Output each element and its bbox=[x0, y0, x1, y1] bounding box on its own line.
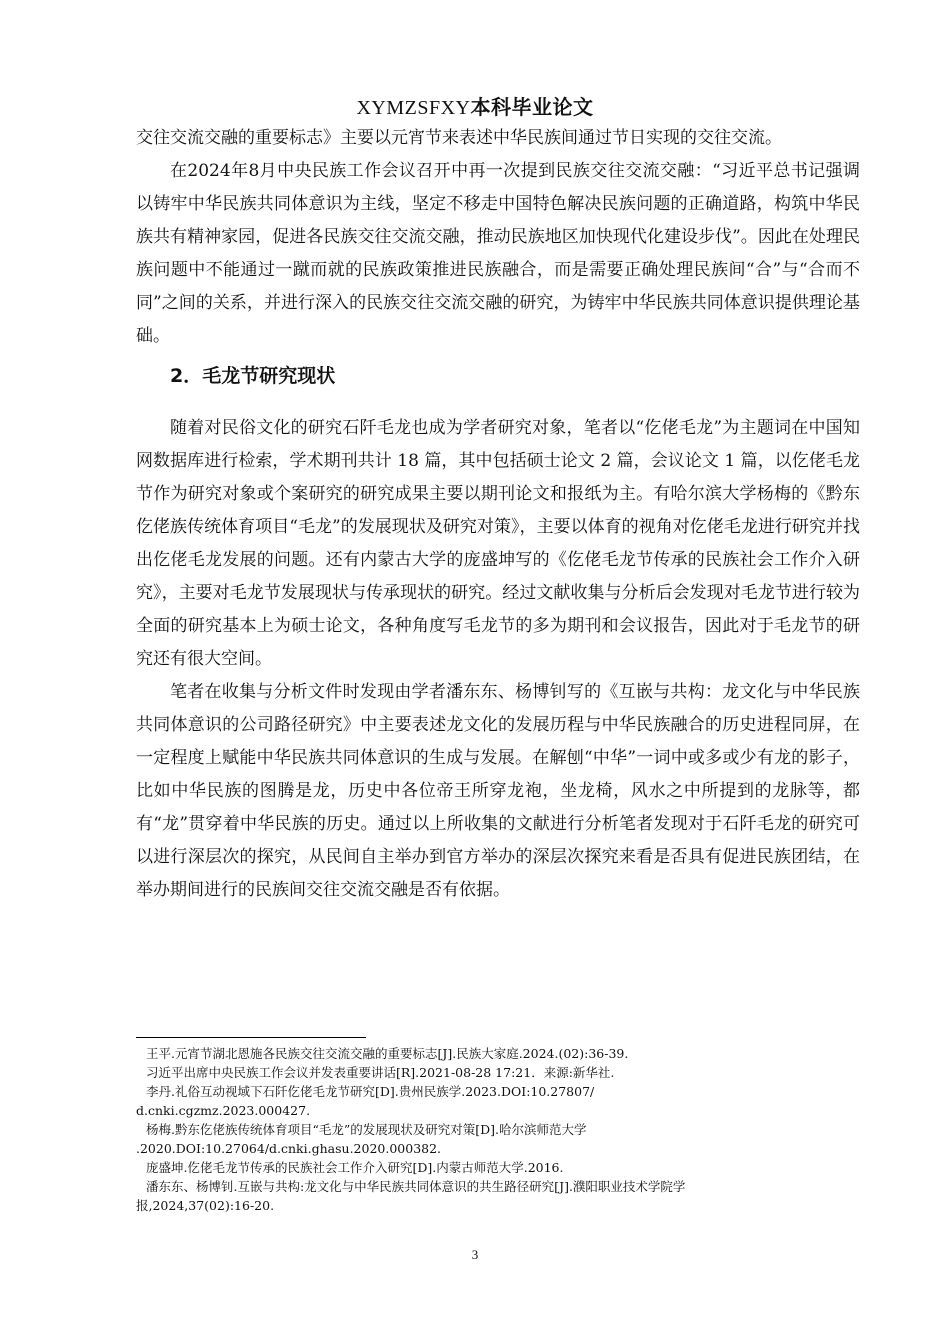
paragraph-continuation: 交往交流交融的重要标志》主要以元宵节来表述中华民族间通过节日实现的交往交流。 bbox=[136, 128, 782, 148]
section-heading: 2．毛龙节研究现状 bbox=[170, 365, 336, 387]
paragraph-dragon-culture: 笔者在收集与分析文件时发现由学者潘东东、杨博钊写的《互嵌与共构：龙文化与中华民族共同体意识的公司路径研究》中主要表述龙文化的发展历程与中华民族融合的历史进程同屏，在一定程度上赋能中华民族共同体意识的生成与发展。在解刨“中华”一词中或多或少有龙的影子，比如中华民族的图腾是龙，历史中各位帝王所穿龙袍，坐龙椅，风水之中所提到的龙脉等，都有“龙”贯穿着中华民族的历史。通过以上所收集的文献进行分析笔者发现对于石阡毛龙的研究可以进行深层次的探究，从民间自主举办到官方举办的深层次探究来看是否具有促进民族团结，在举办期间进行的民族间交往交流交融是否有依据。 bbox=[136, 682, 860, 900]
footnote: 李丹.礼俗互动视域下石阡仡佬毛龙节研究[D].贵州民族学.2023.DOI:10.27807/ bbox=[146, 1084, 595, 1099]
footnote: 习近平出席中央民族工作会议并发表重要讲话[R].2021-08-28 17:21．来源:新华社. bbox=[146, 1065, 615, 1080]
footnotes bbox=[136, 1044, 860, 1215]
footnote: 潘东东、杨博钊.互嵌与共构:龙文化与中华民族共同体意识的共生路径研究[J].濮阳职业技术学院学 bbox=[146, 1179, 686, 1194]
footnote: 杨梅.黔东仡佬族传统体育项目“毛龙”的发展现状及研究对策[D].哈尔滨师范大学 bbox=[146, 1122, 587, 1137]
header-title: 本科毕业论文 bbox=[470, 95, 594, 119]
paragraph-policy: 在2024年8月中央民族工作会议召开中再一次提到民族交往交流交融：“习近平总书记强调以铸牢中华民族共同体意识为主线，坚定不移走中国特色解决民族问题的正确道路，构筑中华民族共有精神家园，促进各民族交往交流交融，推动民族地区加快现代化建设步伐”。因此在处理民族问题中不能通过一蹴而就的民族政策推进民族融合，而是需要正确处理民族间“合”与“合而不同”之间的关系，并进行深入的民族交往交流交融的研究，为铸牢中华民族共同体意识提供理论基础。 bbox=[136, 161, 860, 346]
footnote-continuation: 报,2024,37(02):16-20. bbox=[136, 1198, 275, 1213]
page-header bbox=[0, 94, 950, 121]
footnote: 王平.元宵节湖北恩施各民族交往交流交融的重要标志[J].民族大家庭.2024.(02):36-39. bbox=[146, 1046, 629, 1061]
footnote-continuation: .2020.DOI:10.27064/d.cnki.ghasu.2020.000382. bbox=[136, 1141, 442, 1156]
page-number: 3 bbox=[471, 1247, 479, 1262]
body-text bbox=[136, 122, 860, 907]
footnote-continuation: d.cnki.cgzmz.2023.000427. bbox=[136, 1103, 311, 1118]
header-code: XYMZSFXY bbox=[356, 97, 471, 119]
paragraph-research-status: 随着对民俗文化的研究石阡毛龙也成为学者研究对象，笔者以“仡佬毛龙”为主题词在中国知网数据库进行检索，学术期刊共计 18 篇，其中包括硕士论文 2 篇，会议论文 1 篇，以仡佬毛龙节作为研究对象或个案研究的研究成果主要以期刊论文和报纸为主。有哈尔滨大学杨梅的《黔东仡佬族传统体育项目“毛龙”的发展现状及研究对策》，主要以体育的视角对仡佬毛龙进行研究并找出仡佬毛龙发展的问题。还有内蒙古大学的庞盛坤写的《仡佬毛龙节传承的民族社会工作介入研究》，主要对毛龙节发展现状与传承现状的研究。经过文献收集与分析后会发现对毛龙节进行较为全面的研究基本上为硕士论文，各种角度写毛龙节的多为期刊和会议报告，因此对于毛龙节的研究还有很大空间。 bbox=[136, 418, 860, 669]
footnote: 庞盛坤.仡佬毛龙节传承的民族社会工作介入研究[D].内蒙古师范大学.2016. bbox=[146, 1160, 564, 1175]
footnote-separator bbox=[136, 1037, 366, 1038]
